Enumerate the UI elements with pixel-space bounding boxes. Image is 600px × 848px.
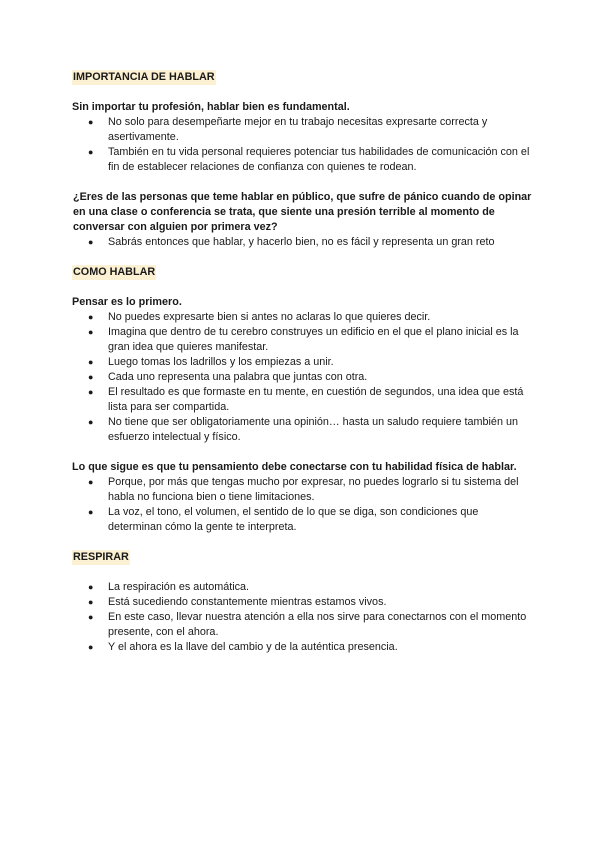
section-respirar [72, 550, 532, 655]
document-body [72, 70, 532, 655]
list-item: ● Imagina que dentro de tu cerebro construyes un edificio en el que el plano inicial es la gran idea que quieres manifestar. [88, 326, 519, 353]
bullet-icon: ● [88, 357, 94, 367]
section-heading: COMO HABLAR [73, 266, 156, 278]
bullet-icon: ● [88, 237, 94, 247]
bullet-list [72, 235, 532, 250]
list-item: ● La voz, el tono, el volumen, el sentido de lo que se diga, son condiciones que determinan cómo la gente te interpreta. [88, 506, 479, 533]
section-como-hablar [72, 265, 532, 535]
bullet-icon: ● [88, 642, 94, 652]
list-item: ● Está sucediendo constantemente mientras estamos vivos. [88, 596, 387, 608]
bullet-icon: ● [88, 597, 94, 607]
list-item: ● Porque, por más que tengas mucho por expresar, no puedes lograrlo si tu sistema del habla no funciona bien o tiene limitaciones. [88, 476, 519, 503]
bullet-list [72, 310, 532, 445]
section-heading: RESPIRAR [73, 551, 129, 563]
list-item: ● En este caso, llevar nuestra atención a ella nos sirve para conectarnos con el momento presente, con el ahora. [88, 611, 527, 638]
list-item: ● Luego tomas los ladrillos y los empiezas a unir. [88, 356, 334, 368]
list-item: ● El resultado es que formaste en tu mente, en cuestión de segundos, una idea que está lista para ser compartida. [88, 386, 524, 413]
bullet-icon: ● [88, 117, 94, 127]
bullet-icon: ● [88, 477, 94, 487]
list-item: ● También en tu vida personal requieres potenciar tus habilidades de comunicación con el fin de establecer relaciones de confianza con quienes te rodean. [88, 146, 530, 173]
list-item: ● Y el ahora es la llave del cambio y de la auténtica presencia. [88, 641, 398, 653]
list-item: ● No puedes expresarte bien si antes no aclaras lo que quieres decir. [88, 311, 431, 323]
bullet-icon: ● [88, 327, 94, 337]
section-lead: Sin importar tu profesión, hablar bien es fundamental. [72, 101, 350, 113]
section-lead: Pensar es lo primero. [72, 296, 182, 308]
list-item: ● No solo para desempeñarte mejor en tu trabajo necesitas expresarte correcta y asertivamente. [88, 116, 488, 143]
list-item: ● No tiene que ser obligatoriamente una opinión… hasta un saludo requiere también un esfuerzo intelectual y físico. [88, 416, 518, 443]
bullet-icon: ● [88, 387, 94, 397]
bullet-list [72, 475, 532, 535]
section-lead: Lo que sigue es que tu pensamiento debe conectarse con tu habilidad física de hablar. [72, 461, 517, 473]
bullet-icon: ● [88, 312, 94, 322]
list-item: ● La respiración es automática. [88, 581, 250, 593]
bullet-icon: ● [88, 372, 94, 382]
section-question: ¿Eres de las personas que teme hablar en público, que sufre de pánico cuando de opinar en una clase o conferencia se trata, que siente una presión terrible al momento de conversar con alguien por primera vez? [73, 191, 532, 233]
list-item: ● Cada uno representa una palabra que juntas con otra. [88, 371, 368, 383]
bullet-icon: ● [88, 507, 94, 517]
bullet-icon: ● [88, 582, 94, 592]
bullet-icon: ● [88, 417, 94, 427]
section-importancia [72, 70, 532, 250]
bullet-icon: ● [88, 612, 94, 622]
list-item: ● Sabrás entonces que hablar, y hacerlo bien, no es fácil y representa un gran reto [88, 236, 495, 248]
bullet-list [72, 580, 532, 655]
section-heading: IMPORTANCIA DE HABLAR [73, 71, 215, 83]
bullet-list [72, 115, 532, 175]
bullet-icon: ● [88, 147, 94, 157]
